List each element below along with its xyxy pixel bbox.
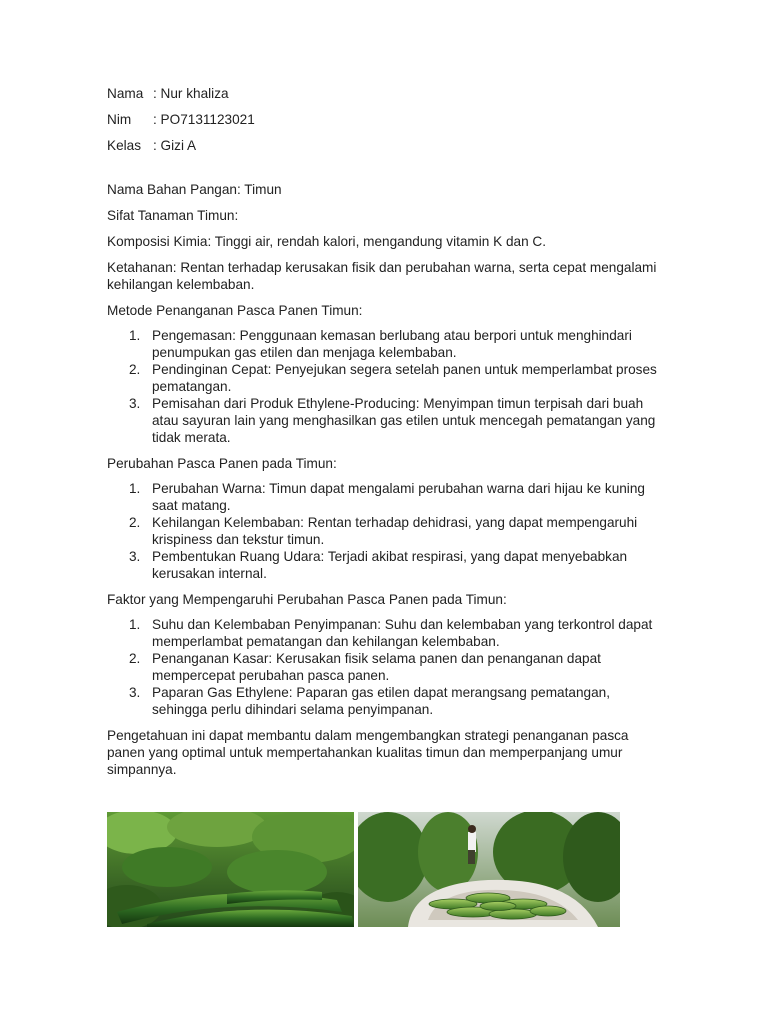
id-row-nim xyxy=(107,111,667,128)
section-heading-perubahan: Perubahan Pasca Panen pada Timun: xyxy=(107,456,337,471)
list-text: Kehilangan Kelembaban: Rentan terhadap dehidrasi, yang dapat mempengaruhi krispiness dan tekstur timun. xyxy=(152,515,638,547)
list-item xyxy=(107,480,667,514)
list-item xyxy=(107,548,667,582)
sifat-heading: Sifat Tanaman Timun: xyxy=(107,208,239,223)
section-heading-faktor: Faktor yang Mempengaruhi Perubahan Pasca Panen pada Timun: xyxy=(107,592,507,607)
conclusion: Pengetahuan ini dapat membantu dalam mengembangkan strategi penanganan pasca panen yang optimal untuk mempertahankan kualitas timun dan memperpanjang umur simpannya. xyxy=(107,728,629,777)
list-item xyxy=(107,514,667,548)
komposisi-kimia: Komposisi Kimia: Tinggi air, rendah kalori, mengandung vitamin K dan C. xyxy=(107,234,547,249)
list-text: Pembentukan Ruang Udara: Terjadi akibat respirasi, yang dapat menyebabkan kerusakan internal. xyxy=(152,549,628,581)
list-text: Perubahan Warna: Timun dapat mengalami perubahan warna dari hijau ke kuning saat matang. xyxy=(152,481,645,513)
id-row-nama xyxy=(107,85,667,102)
id-value: : Nur khaliza xyxy=(153,86,229,101)
section-heading-metode: Metode Penanganan Pasca Panen Timun: xyxy=(107,303,363,318)
list-faktor xyxy=(107,616,667,718)
list-metode xyxy=(107,327,667,446)
list-text: Pendinginan Cepat: Penyejukan segera setelah panen untuk memperlambat proses pematangan. xyxy=(152,362,657,394)
document-body xyxy=(107,85,667,778)
list-item xyxy=(107,650,667,684)
list-number: 1. xyxy=(129,617,141,632)
list-item xyxy=(107,684,667,718)
photo-cucumber-harvest xyxy=(358,812,620,927)
list-item xyxy=(107,395,667,446)
list-number: 1. xyxy=(129,328,141,343)
photo-strip xyxy=(107,812,620,927)
id-value: : PO7131123021 xyxy=(153,112,255,127)
list-item xyxy=(107,616,667,650)
id-label: Nama xyxy=(107,86,144,101)
id-label: Nim xyxy=(107,112,132,127)
list-text: Penanganan Kasar: Kerusakan fisik selama panen dan penanganan dapat mempercepat perubahan pasca panen. xyxy=(152,651,601,683)
list-text: Pemisahan dari Produk Ethylene-Producing: Menyimpan timun terpisah dari buah atau sayuran lain yang menghasilkan gas etilen untuk mencegah pematangan yang tidak merata. xyxy=(152,396,656,445)
list-number: 2. xyxy=(129,651,141,666)
id-label: Kelas xyxy=(107,138,142,153)
list-number: 3. xyxy=(129,396,141,411)
list-item xyxy=(107,361,667,395)
id-row-kelas xyxy=(107,137,667,154)
bahan-pangan: Nama Bahan Pangan: Timun xyxy=(107,182,282,197)
list-text: Pengemasan: Penggunaan kemasan berlubang atau berpori untuk menghindari penumpukan gas etilen dan menjaga kelembaban. xyxy=(152,328,632,360)
list-number: 3. xyxy=(129,685,141,700)
list-number: 1. xyxy=(129,481,141,496)
list-number: 2. xyxy=(129,515,141,530)
ketahanan: Ketahanan: Rentan terhadap kerusakan fisik dan perubahan warna, serta cepat mengalami kehilangan kelembaban. xyxy=(107,260,657,292)
id-value: : Gizi A xyxy=(153,138,197,153)
list-number: 3. xyxy=(129,549,141,564)
list-text: Suhu dan Kelembaban Penyimpanan: Suhu dan kelembaban yang terkontrol dapat memperlambat pematangan dan kehilangan kelembaban. xyxy=(152,617,653,649)
list-number: 2. xyxy=(129,362,141,377)
list-text: Paparan Gas Ethylene: Paparan gas etilen dapat merangsang pematangan, sehingga perlu dihindari selama penyimpanan. xyxy=(152,685,610,717)
list-item xyxy=(107,327,667,361)
cucumber-field-image xyxy=(107,812,354,927)
photo-cucumber-field xyxy=(107,812,354,927)
list-perubahan xyxy=(107,480,667,582)
cucumber-harvest-image xyxy=(358,812,620,927)
